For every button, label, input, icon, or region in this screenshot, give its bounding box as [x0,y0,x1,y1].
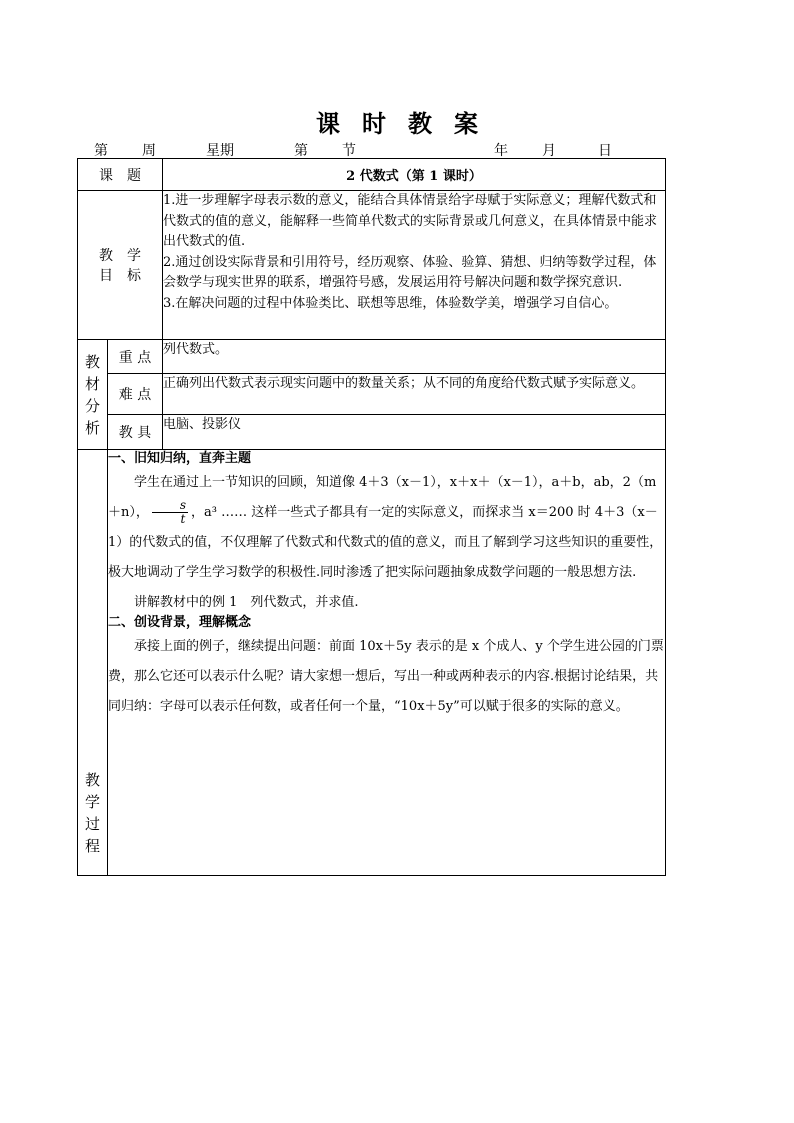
lesson-plan-table [77,158,666,876]
objectives-content [163,191,666,340]
fraction-denominator: t [180,512,186,526]
objectives-label-line: 目 标 [99,268,141,284]
difficulty-value: 正确列出代数式表示现实问题中的数量关系；从不同的角度给代数式赋予实际意义。 [163,374,666,415]
key-value: 列代数式。 [163,340,666,374]
analysis-label-char: 析 [84,418,100,437]
process-label-char: 学 [84,793,100,811]
objective-item: 1.进一步理解字母表示数的意义，能结合具体情景给字母赋于实际意义；理解代数式和代数式的值的意义，能解释一些简单代数式的实际背景或几何意义，在具体情景中能求出代数式的值. [163,193,658,249]
date-period-suffix: 节 [342,143,356,159]
difficulty-row [78,374,666,415]
process-content [108,450,666,876]
date-weekday: 星期 [206,143,234,159]
tools-value: 电脑、投影仪 [163,415,666,450]
topic-row [78,159,666,191]
title-char: 案 [454,109,478,138]
date-week-suffix: 周 [142,143,156,159]
title-char: 时 [362,109,386,138]
date-week-prefix: 第 [94,143,108,159]
analysis-label-char: 分 [84,396,100,415]
objective-item: 3.在解决问题的过程中体验类比、联想等思维，体验数学美，增强学习自信心。 [163,295,618,311]
process-label [78,450,108,876]
tools-row [78,415,666,450]
date-year: 年 [494,143,508,159]
tools-label: 教 具 [108,415,163,450]
fraction-s-over-t [152,499,188,526]
difficulty-label: 难 点 [108,374,163,415]
process-label-char: 教 [84,771,100,789]
analysis-label-char: 材 [84,374,100,393]
title-char: 教 [408,109,432,138]
objectives-row [78,191,666,340]
analysis-label [78,340,108,450]
process-paragraph: 承接上面的例子，继续提出问题：前面 10x＋5y 表示的是 x 个成人、y 个学生进公园的门票费，那么它还可以表示什么呢？请大家想一想后，写出一种或两种表示的内容.根据讨论结果，共同归纳：字母可以表示任何数，或者任何一个量，“10x＋5y”可以赋于很多的实际的意义。 [108,639,664,714]
topic-label: 课 题 [78,159,163,191]
fraction-numerator: s [152,499,188,513]
process-paragraph: 讲解教材中的例 1 列代数式，并求值. [134,595,359,610]
title-char: 课 [316,109,340,138]
section-heading: 二、创设背景，理解概念 [108,615,252,630]
page-title [0,104,794,139]
topic-value: 2 代数式（第 1 课时） [163,159,666,191]
date-month: 月 [542,143,556,159]
paragraph-text: 学生在通过上一节知识的回顾，知道像 4＋3（x－1），x＋x＋（x－1），a＋b，ab，2（m＋n）， [108,475,657,520]
date-period-prefix: 第 [294,143,308,159]
analysis-label-char: 教 [84,352,100,371]
key-row [78,340,666,374]
objectives-label-line: 教 学 [99,248,141,264]
objectives-label [78,191,163,340]
key-label: 重 点 [108,340,163,374]
process-label-char: 程 [84,837,100,855]
objective-item: 2.通过创设实际背景和引用符号，经历观察、体验、验算、猜想、归纳等数学过程，体会数学与现实世界的联系，增强符号感，发展运用符号解决问题和数学探究意识. [163,254,657,290]
process-label-char: 过 [84,815,100,833]
date-line [78,140,664,159]
process-row [78,450,666,876]
process-paragraph [108,468,665,588]
paragraph-text: ，a³ …… 这样一些式子都具有一定的实际意义，而探求当 x＝200 时 4＋3（x－1）的代数式的值，不仅理解了代数式和代数式的值的意义，而且了解到学习这些知识的重要性，极大地调动了学生学习数学的积极性.同时渗透了把实际问题抽象成数学问题的一般思想方法. [108,505,663,580]
section-heading: 一、旧知归纳，直奔主题 [108,451,252,466]
date-day: 日 [598,143,612,159]
